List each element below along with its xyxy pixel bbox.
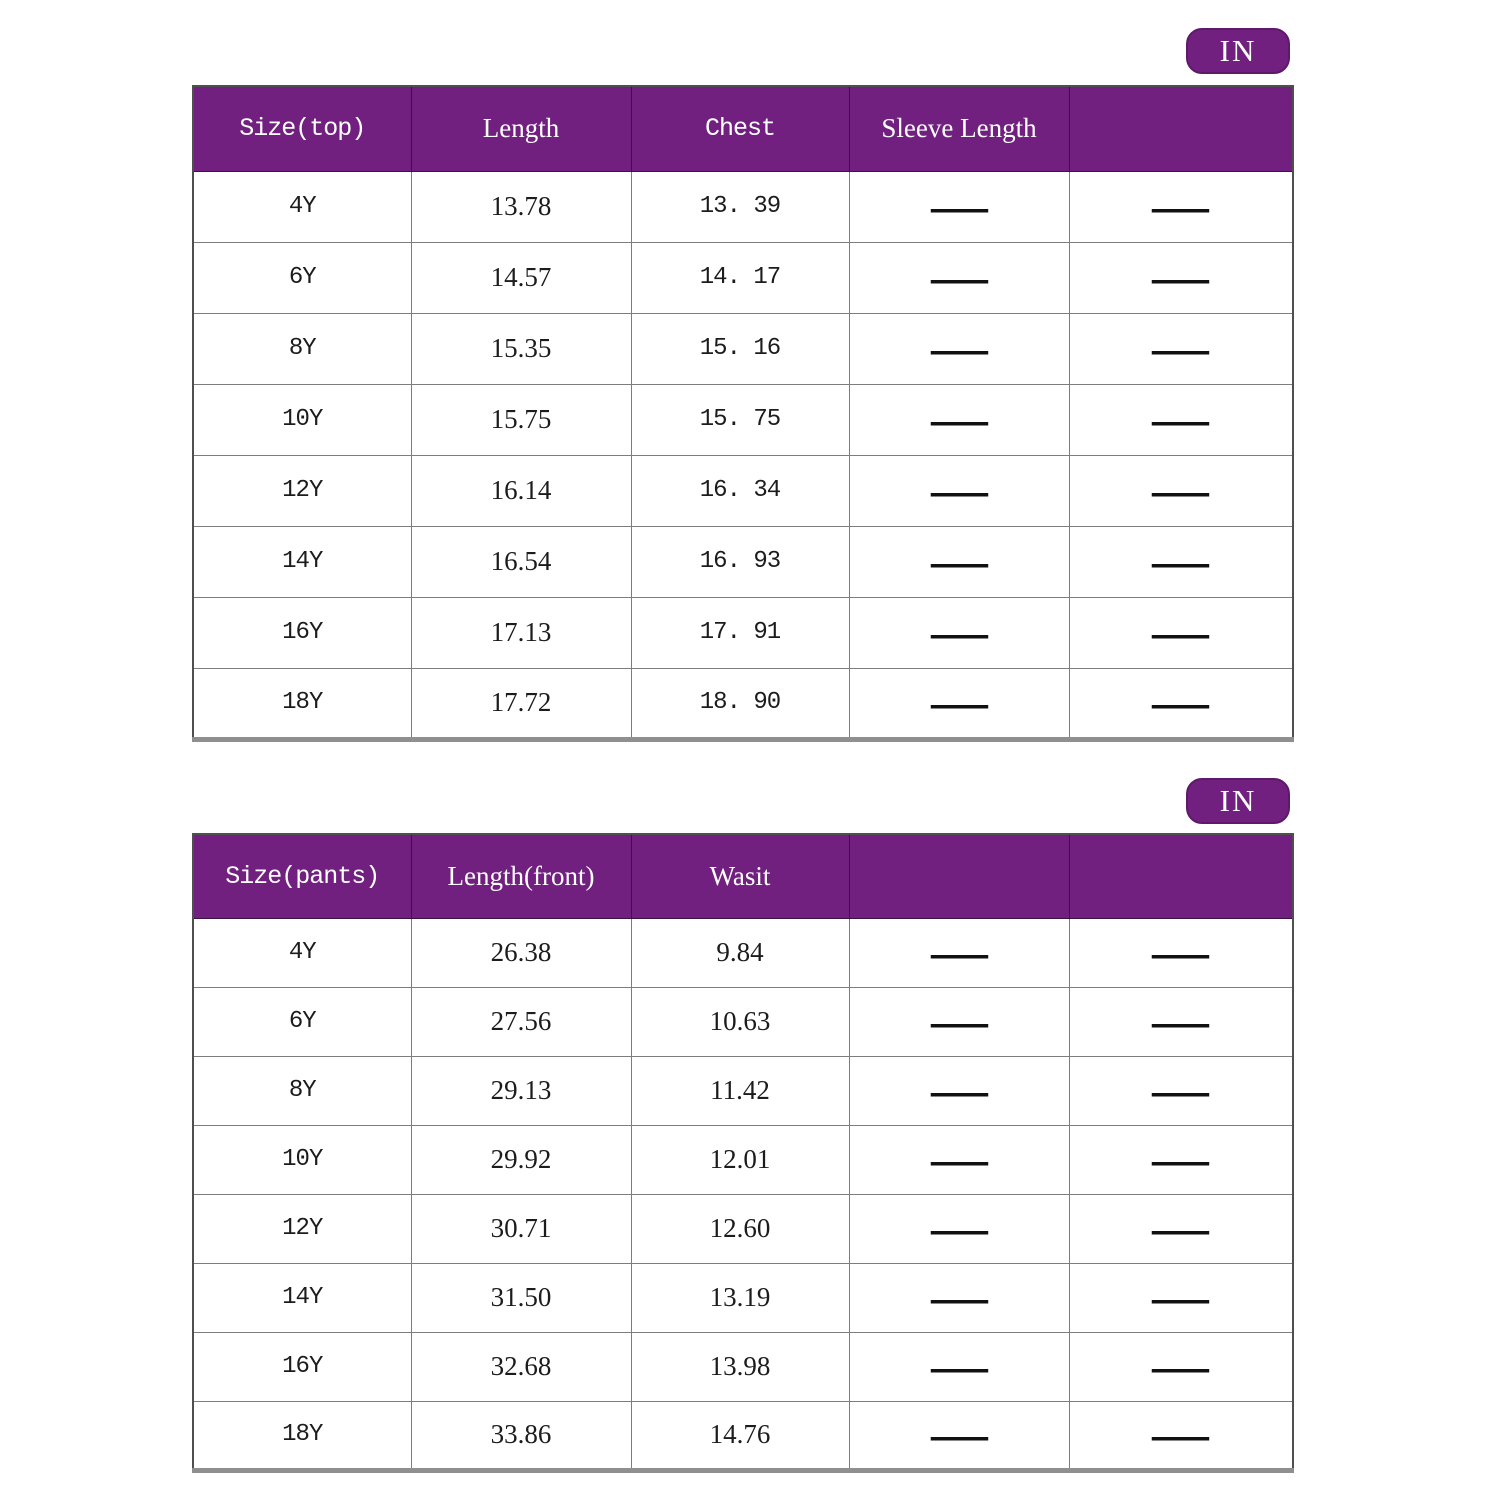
measure-cell: 18. 90 [631, 668, 849, 739]
measure-cell: 13. 39 [631, 171, 849, 242]
measure-cell: 12.60 [631, 1194, 849, 1263]
empty-measure-cell [849, 313, 1069, 384]
dash-mark: — [1152, 248, 1210, 306]
measure-cell: 15. 75 [631, 384, 849, 455]
measure-cell: 32.68 [411, 1332, 631, 1401]
measure-cell: 27.56 [411, 987, 631, 1056]
bottom-table-header [193, 834, 1293, 918]
table-row [193, 1263, 1293, 1332]
bottom-size-chart [192, 778, 1292, 1473]
size-cell: 6Y [193, 987, 411, 1056]
unit-badge-top [1186, 28, 1290, 74]
table-row [193, 597, 1293, 668]
table-row [193, 171, 1293, 242]
header-row [193, 86, 1293, 171]
size-cell: 14Y [193, 526, 411, 597]
header-blank [1069, 834, 1293, 918]
dash-mark: — [930, 177, 988, 235]
size-cell: 18Y [193, 668, 411, 739]
header-length-front: Length(front) [411, 834, 631, 918]
empty-measure-cell [849, 171, 1069, 242]
size-cell: 8Y [193, 313, 411, 384]
unit-badge-label: IN [1219, 783, 1257, 818]
size-cell: 16Y [193, 1332, 411, 1401]
dash-mark: — [930, 1199, 988, 1257]
dash-mark: — [930, 1405, 988, 1463]
measure-cell: 33.86 [411, 1401, 631, 1470]
table-body-1 [193, 918, 1293, 1470]
dash-mark: — [1152, 319, 1210, 377]
size-cell: 12Y [193, 1194, 411, 1263]
header-blank [1069, 86, 1293, 171]
dash-mark: — [1152, 1130, 1210, 1188]
measure-cell: 26.38 [411, 918, 631, 987]
empty-measure-cell [849, 242, 1069, 313]
table-row [193, 526, 1293, 597]
empty-measure-cell [1069, 1125, 1293, 1194]
measure-cell: 13.19 [631, 1263, 849, 1332]
dash-mark: — [930, 1268, 988, 1326]
empty-measure-cell [1069, 313, 1293, 384]
size-cell: 10Y [193, 384, 411, 455]
measure-cell: 15.75 [411, 384, 631, 455]
empty-measure-cell [849, 668, 1069, 739]
empty-measure-cell [849, 1401, 1069, 1470]
measure-cell: 9.84 [631, 918, 849, 987]
measure-cell: 29.92 [411, 1125, 631, 1194]
dash-mark: — [1152, 461, 1210, 519]
size-cell: 12Y [193, 455, 411, 526]
size-cell: 4Y [193, 918, 411, 987]
table-row [193, 918, 1293, 987]
empty-measure-cell [849, 455, 1069, 526]
size-cell: 10Y [193, 1125, 411, 1194]
table-body-0 [193, 171, 1293, 739]
dash-mark: — [930, 390, 988, 448]
dash-mark: — [930, 603, 988, 661]
empty-measure-cell [849, 384, 1069, 455]
empty-measure-cell [1069, 384, 1293, 455]
empty-measure-cell [1069, 1263, 1293, 1332]
empty-measure-cell [1069, 455, 1293, 526]
dash-mark: — [1152, 923, 1210, 981]
header-size-top: Size(top) [193, 86, 411, 171]
measure-cell: 16.14 [411, 455, 631, 526]
empty-measure-cell [1069, 668, 1293, 739]
table-row [193, 384, 1293, 455]
header-sleeve-length: Sleeve Length [849, 86, 1069, 171]
measure-cell: 11.42 [631, 1056, 849, 1125]
unit-badge-label: IN [1219, 33, 1257, 68]
empty-measure-cell [849, 1332, 1069, 1401]
measure-cell: 17.72 [411, 668, 631, 739]
dash-mark: — [930, 1337, 988, 1395]
dash-mark: — [930, 461, 988, 519]
measure-cell: 14. 17 [631, 242, 849, 313]
empty-measure-cell [849, 1263, 1069, 1332]
top-size-table [192, 85, 1294, 742]
size-cell: 4Y [193, 171, 411, 242]
dash-mark: — [930, 1061, 988, 1119]
dash-mark: — [1152, 532, 1210, 590]
empty-measure-cell [1069, 242, 1293, 313]
measure-cell: 30.71 [411, 1194, 631, 1263]
table-row [193, 1056, 1293, 1125]
dash-mark: — [1152, 673, 1210, 731]
dash-mark: — [1152, 1061, 1210, 1119]
empty-measure-cell [1069, 171, 1293, 242]
measure-cell: 29.13 [411, 1056, 631, 1125]
top-size-chart [192, 28, 1292, 742]
dash-mark: — [1152, 177, 1210, 235]
table-row [193, 313, 1293, 384]
empty-measure-cell [1069, 1194, 1293, 1263]
dash-mark: — [930, 992, 988, 1050]
empty-measure-cell [1069, 597, 1293, 668]
measure-cell: 17. 91 [631, 597, 849, 668]
empty-measure-cell [849, 987, 1069, 1056]
dash-mark: — [1152, 1337, 1210, 1395]
empty-measure-cell [849, 1194, 1069, 1263]
empty-measure-cell [1069, 987, 1293, 1056]
empty-measure-cell [849, 1125, 1069, 1194]
measure-cell: 14.76 [631, 1401, 849, 1470]
empty-measure-cell [1069, 1056, 1293, 1125]
dash-mark: — [1152, 1405, 1210, 1463]
empty-measure-cell [849, 1056, 1069, 1125]
empty-measure-cell [849, 597, 1069, 668]
table-row [193, 668, 1293, 739]
bottom-size-table [192, 833, 1294, 1473]
dash-mark: — [1152, 1199, 1210, 1257]
size-cell: 18Y [193, 1401, 411, 1470]
size-cell: 14Y [193, 1263, 411, 1332]
table-row [193, 1125, 1293, 1194]
empty-measure-cell [1069, 1332, 1293, 1401]
top-table-header [193, 86, 1293, 171]
measure-cell: 10.63 [631, 987, 849, 1056]
dash-mark: — [930, 923, 988, 981]
table-row [193, 242, 1293, 313]
measure-cell: 16. 34 [631, 455, 849, 526]
header-length: Length [411, 86, 631, 171]
measure-cell: 15.35 [411, 313, 631, 384]
measure-cell: 31.50 [411, 1263, 631, 1332]
measure-cell: 15. 16 [631, 313, 849, 384]
size-cell: 8Y [193, 1056, 411, 1125]
unit-badge-bottom [1186, 778, 1290, 824]
header-size-pants: Size(pants) [193, 834, 411, 918]
table-row [193, 1194, 1293, 1263]
measure-cell: 12.01 [631, 1125, 849, 1194]
dash-mark: — [930, 532, 988, 590]
header-row [193, 834, 1293, 918]
header-chest: Chest [631, 86, 849, 171]
empty-measure-cell [849, 526, 1069, 597]
measure-cell: 16.54 [411, 526, 631, 597]
dash-mark: — [1152, 1268, 1210, 1326]
measure-cell: 13.98 [631, 1332, 849, 1401]
dash-mark: — [930, 319, 988, 377]
dash-mark: — [1152, 603, 1210, 661]
dash-mark: — [930, 1130, 988, 1188]
table-row [193, 1401, 1293, 1470]
measure-cell: 14.57 [411, 242, 631, 313]
empty-measure-cell [849, 918, 1069, 987]
dash-mark: — [1152, 992, 1210, 1050]
empty-measure-cell [1069, 526, 1293, 597]
measure-cell: 16. 93 [631, 526, 849, 597]
table-row [193, 987, 1293, 1056]
measure-cell: 17.13 [411, 597, 631, 668]
empty-measure-cell [1069, 918, 1293, 987]
dash-mark: — [930, 673, 988, 731]
dash-mark: — [930, 248, 988, 306]
size-cell: 6Y [193, 242, 411, 313]
header-blank [849, 834, 1069, 918]
header-wasit: Wasit [631, 834, 849, 918]
table-row [193, 455, 1293, 526]
empty-measure-cell [1069, 1401, 1293, 1470]
dash-mark: — [1152, 390, 1210, 448]
size-cell: 16Y [193, 597, 411, 668]
measure-cell: 13.78 [411, 171, 631, 242]
table-row [193, 1332, 1293, 1401]
